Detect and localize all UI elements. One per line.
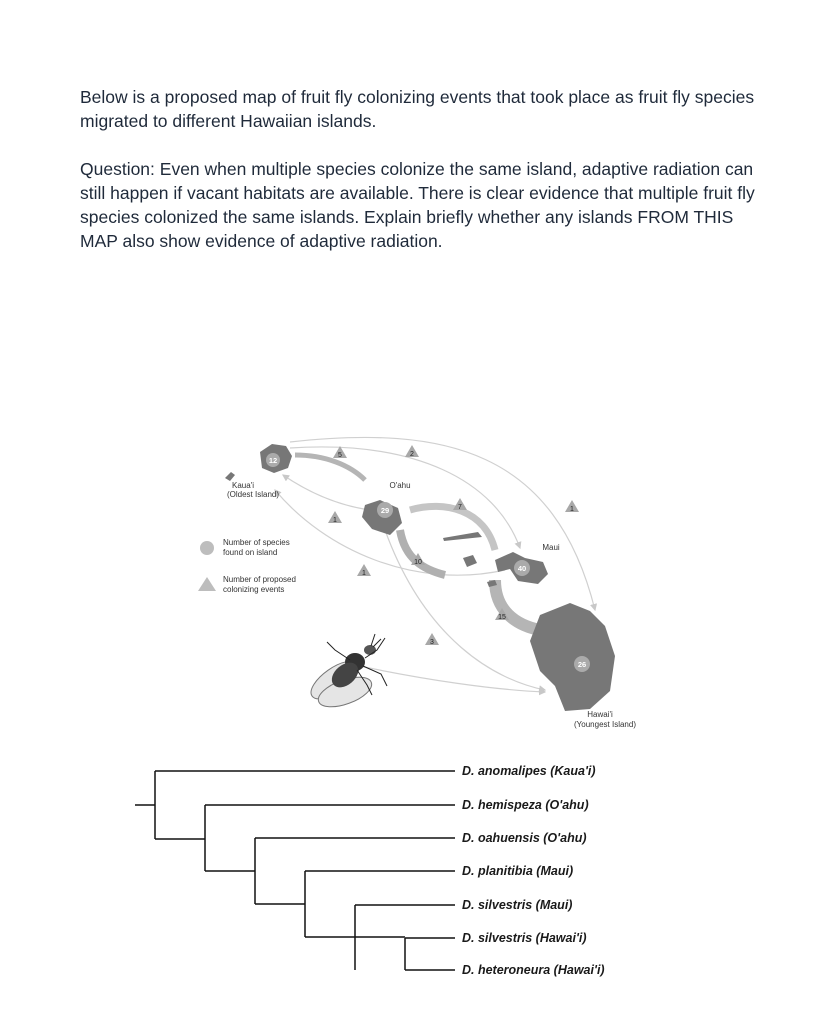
species-3: D. oahuensis (O'ahu) [462,831,587,845]
legend-circle-line2: found on island [223,548,278,557]
species-2: D. hemispeza (O'ahu) [462,798,589,812]
legend-circle-line1: Number of species [223,538,290,547]
hawaii-note: (Youngest Island) [574,720,636,729]
event-count-9: 15 [498,614,506,621]
kauai-species-count: 12 [268,456,278,465]
maui-species-count: 40 [517,564,527,573]
event-count-6: 10 [414,559,422,566]
hawaii-species-count: 26 [577,660,587,669]
legend-triangle-line2: colonizing events [223,585,285,594]
species-5: D. silvestris (Maui) [462,898,573,912]
intro-text: Below is a proposed map of fruit fly colonizing events that took place as fruit fly species migrated to different Hawaiian islands. [80,87,755,131]
colonization-map [195,430,657,738]
question-text: Question: Even when multiple species colonize the same island, adaptive radiation can still happen if vacant habitats are available. There is clear evidence that multiple fruit fly species colonized the same islands. Explain briefly whether any islands FROM THIS MAP also show evidence of adaptive radiation. [80,159,755,251]
kauai-label: Kaua'i [232,481,254,490]
species-1: D. anomalipes (Kaua'i) [462,764,596,778]
legend-triangle-line1: Number of proposed [223,575,296,584]
event-count-1: 5 [338,452,342,459]
legend-circle [200,541,214,555]
oahu-species-count: 29 [380,506,390,515]
event-count-3: 1 [333,517,337,524]
event-count-2: 2 [410,451,414,458]
event-count-7: 1 [362,570,366,577]
species-4: D. planitibia (Maui) [462,864,574,878]
text-block [80,85,760,277]
kauai-note: (Oldest Island) [226,490,280,499]
species-6: D. silvestris (Hawai'i) [462,931,587,945]
maui-label: Maui [542,543,560,552]
hawaii-label: Hawai'i [587,710,613,719]
event-count-8: 3 [430,639,434,646]
event-count-5: 7 [458,504,462,511]
phylogenetic-tree [130,755,650,985]
species-7: D. heteroneura (Hawai'i) [462,963,605,977]
oahu-label: O'ahu [389,481,411,490]
event-count-4: 1 [570,506,574,513]
